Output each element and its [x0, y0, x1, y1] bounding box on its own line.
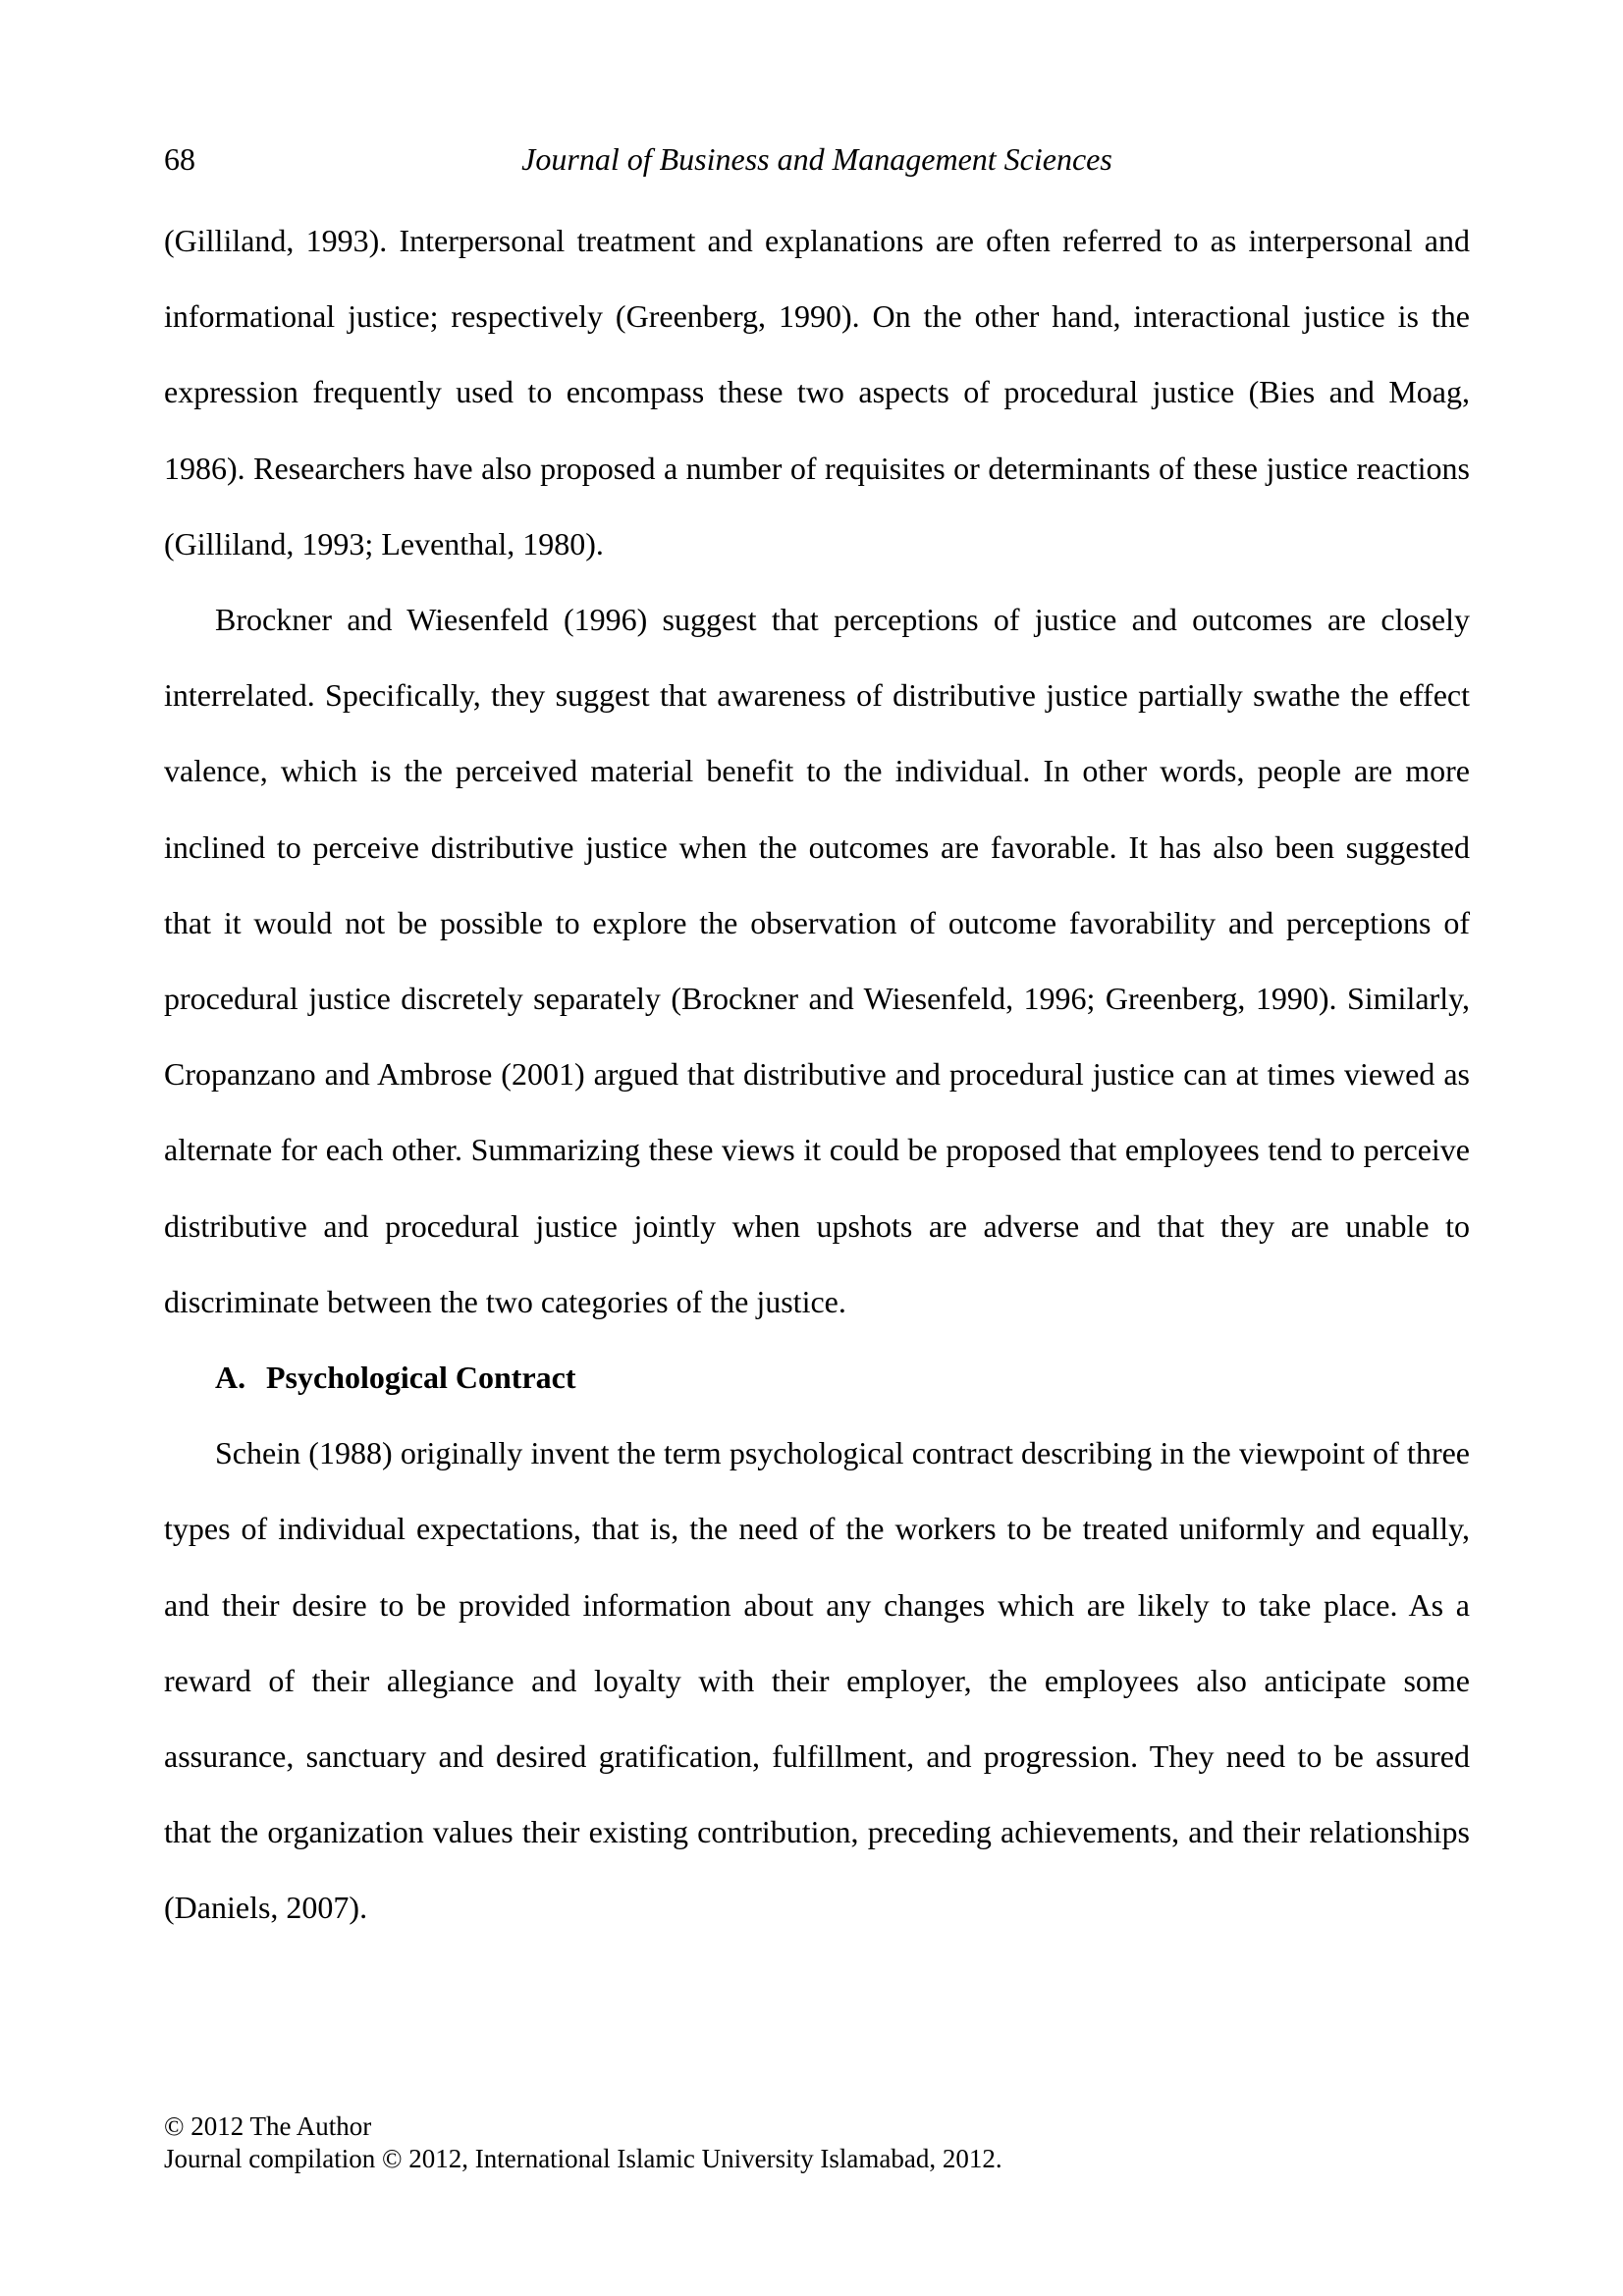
- article-body: [164, 203, 1470, 1947]
- footer-copyright: © 2012 The Author: [164, 2111, 372, 2141]
- page-number: 68: [164, 141, 195, 177]
- paragraph-psychological-contract: Schein (1988) originally invent the term psychological contract describing in the viewpoint of three types of individual expectations, that is, the need of the workers to be treated uniformly and equally, and their desire to be provided information about any changes which are likely to take place. As a reward of their allegiance and loyalty with their employer, the employees also anticipate some assurance, sanctuary and desired gratification, fulfillment, and progression. They need to be assured that the organization values their existing contribution, preceding achievements, and their relationships (Daniels, 2007).: [164, 1435, 1470, 1926]
- journal-title: Journal of Business and Management Sciences: [521, 141, 1112, 177]
- running-header: [164, 133, 1470, 185]
- section-label: A.: [215, 1360, 246, 1396]
- section-heading: [164, 1340, 1470, 1415]
- page-footer: [164, 2110, 1470, 2175]
- footer-compilation: Journal compilation © 2012, International Islamic University Islamabad, 2012.: [164, 2144, 1002, 2173]
- paragraph-continued: (Gilliland, 1993). Interpersonal treatment and explanations are often referred to as interpersonal and informational justice; respectively (Greenberg, 1990). On the other hand, interactional justice is the expression frequently used to encompass these two aspects of procedural justice (Bies and Moag, 1986). Researchers have also proposed a number of requisites or determinants of these justice reactions (Gilliland, 1993; Leventhal, 1980).: [164, 223, 1470, 561]
- paragraph-justice-outcomes: Brockner and Wiesenfeld (1996) suggest that perceptions of justice and outcomes are closely interrelated. Specifically, they suggest that awareness of distributive justice partially swathe the effect valence, which is the perceived material benefit to the individual. In other words, people are more inclined to perceive distributive justice when the outcomes are favorable. It has also been suggested that it would not be possible to explore the observation of outcome favorability and perceptions of procedural justice discretely separately (Brockner and Wiesenfeld, 1996; Greenberg, 1990). Similarly, Cropanzano and Ambrose (2001) argued that distributive and procedural justice can at times viewed as alternate for each other. Summarizing these views it could be proposed that employees tend to perceive distributive and procedural justice jointly when upshots are adverse and that they are unable to discriminate between the two categories of the justice.: [164, 602, 1470, 1319]
- section-title: Psychological Contract: [266, 1360, 576, 1396]
